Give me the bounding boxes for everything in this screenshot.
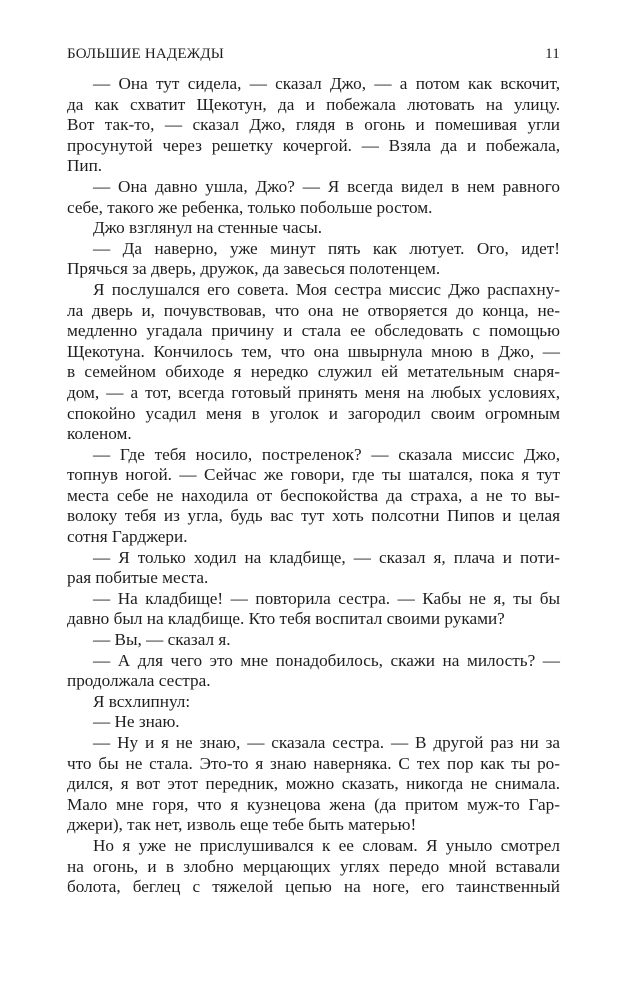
text-line: дом, — а тот, всегда готовый принять меня на любых условиях, <box>67 382 560 402</box>
text-line: рая побитые места. <box>67 568 209 588</box>
text-line: да как схватит Щекотун, да и побежала лютовать на улицу. <box>67 94 560 114</box>
text-line: сотня Гарджери. <box>67 527 188 547</box>
text-line: Я послушался его совета. Моя сестра миссис Джо распахну- <box>93 279 560 299</box>
text-line: — Я только ходил на кладбище, — сказал я, плача и поти- <box>93 547 560 567</box>
running-header <box>67 46 560 63</box>
text-line: топнув ногой. — Сейчас же говори, где ты шатался, пока я тут <box>67 465 560 485</box>
text-line: волоку тебя из угла, будь вас тут хоть полсотни Пипов и целая <box>67 506 560 526</box>
paragraph <box>67 280 560 445</box>
text-line: — Она давно ушла, Джо? — Я всегда видел в нем равного <box>93 176 560 196</box>
page-number: 11 <box>545 46 560 62</box>
text-line: коленом. <box>67 424 132 444</box>
paragraph <box>67 630 560 651</box>
paragraph <box>67 548 560 589</box>
text-line: — Да наверно, уже минут пять как лютует. Ого, идет! <box>93 238 560 258</box>
paragraph <box>67 218 560 239</box>
paragraph <box>67 74 560 177</box>
paragraph <box>67 177 560 218</box>
text-line: — Не знаю. <box>93 712 180 732</box>
text-line: продолжала сестра. <box>67 671 211 691</box>
text-line: — Она тут сидела, — сказал Джо, — а потом как вскочит, <box>93 74 560 93</box>
paragraph <box>67 712 560 733</box>
text-line: Но я уже не прислушивался к ее словам. Я уныло смотрел <box>93 835 560 855</box>
text-line: медленно угадала причину и стала ее обследовать с помощью <box>67 321 560 341</box>
text-line: — На кладбище! — повторила сестра. — Кабы не я, ты бы <box>93 588 560 608</box>
text-line: дился, я вот этот передник, можно сказать, никогда не снимала. <box>67 774 560 794</box>
text-line: давно был на кладбище. Кто тебя воспитал своими руками? <box>67 609 505 629</box>
text-line: что бы не стала. Это-то я знаю наверняка. С тех пор как ты ро- <box>67 753 560 773</box>
text-line: Я всхлипнул: <box>93 691 191 711</box>
text-line: просунутой через решетку кочергой. — Взяла да и побежала, <box>67 135 560 155</box>
text-line: болота, беглец с тяжелой цепью на ноге, его таинственный <box>67 877 560 897</box>
text-line: — Где тебя носило, постреленок? — сказала миссис Джо, <box>93 444 560 464</box>
text-line: на огонь, и в злобно мерцающих углях передо мной вставали <box>67 856 560 876</box>
paragraph <box>67 733 560 836</box>
paragraph <box>67 589 560 630</box>
text-line: спокойно усадил меня в уголок и загородил своим огромным <box>67 403 560 423</box>
text-line: ла дверь и, почувствовав, что она не отворяется до конца, не- <box>67 300 560 320</box>
text-line: Пип. <box>67 156 103 176</box>
paragraph <box>67 836 560 898</box>
paragraph <box>67 651 560 692</box>
text-line: Мало мне горя, что я кузнецова жена (да притом муж-то Гар- <box>67 794 560 814</box>
text-line: места себе не находила от беспокойства да страха, а не то вы- <box>67 485 560 505</box>
text-line: — А для чего это мне понадобилось, скажи на милость? — <box>93 650 560 670</box>
page-body-text <box>67 74 560 898</box>
book-title: БОЛЬШИЕ НАДЕЖДЫ <box>67 46 225 62</box>
text-line: — Ну и я не знаю, — сказала сестра. — В другой раз ни за <box>93 733 560 752</box>
paragraph <box>67 445 560 548</box>
text-line: джери), так нет, изволь еще тебе быть матерью! <box>67 815 417 835</box>
text-line: Щекотуна. Кончилось тем, что она швырнула мною в Джо, — <box>67 341 560 361</box>
text-line: Вот так-то, — сказал Джо, глядя в огонь и помешивая угли <box>67 115 560 135</box>
paragraph <box>67 692 560 713</box>
text-line: — Вы, — сказал я. <box>93 630 231 650</box>
text-line: себе, такого же ребенка, только побольше ростом. <box>67 197 433 217</box>
paragraph <box>67 239 560 280</box>
text-line: в семейном обиходе я нередко служил ей метательным снаря- <box>67 362 560 382</box>
text-line: Джо взглянул на стенные часы. <box>93 218 323 238</box>
text-line: Прячься за дверь, дружок, да завесься полотенцем. <box>67 259 441 279</box>
